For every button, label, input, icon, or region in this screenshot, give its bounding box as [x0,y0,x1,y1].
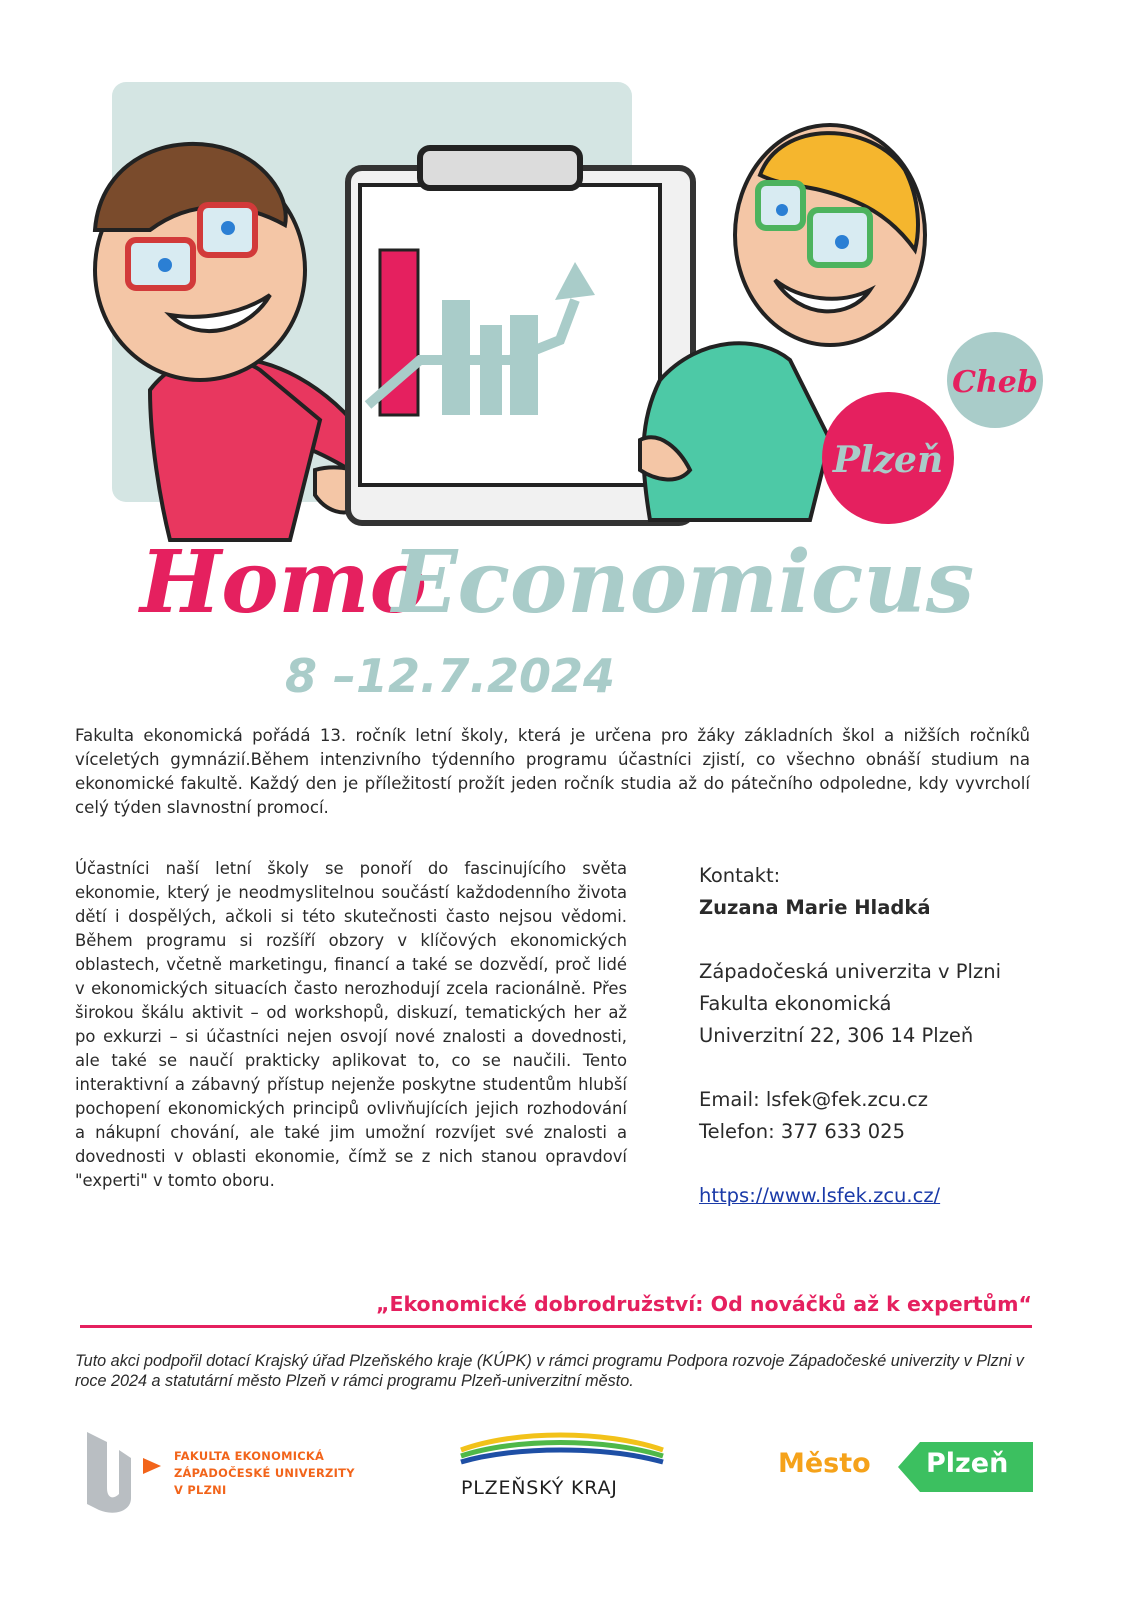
contact-faculty: Fakulta ekonomická [699,992,892,1015]
plzensky-kraj-text: PLZEŇSKÝ KRAJ [461,1477,618,1499]
motto-underline [80,1325,1032,1328]
contact-org: Západočeská univerzita v Plzni [699,960,1001,983]
fek-line2: ZÁPADOČESKÉ UNIVERZITY [174,1466,355,1480]
event-dates: 8 –12.7.2024 [285,649,616,703]
mesto-logo-text: Město [778,1448,871,1479]
fek-line3: V PLZNI [174,1483,227,1497]
support-note: Tuto akci podpořil dotací Krajský úřad Plzeňského kraje (KÚPK) v rámci programu Podpora rozvoje Západočeské univerzity v Plzni v roce 2024 a statutární město Plzeň v rámci programu Plzeň-univerzitní město. [75,1352,1024,1390]
event-title-economicus: Economicus [392,532,975,633]
description-paragraph: Účastníci naší letní školy se ponoří do fascinujícího světa ekonomie, který je neodmyslitelnou součástí každodenního života dětí i dospělých, ačkoli si této skutečnosti často nejsou vědomi. Během programu si rozšíří obzory v klíčových ekonomických oblastech, včetně marketingu, financí a také se dozvědí, proč lidé v ekonomických situacích často nerozhodují zcela racionálně. Přes širokou škálu aktivit – od workshopů, diskuzí, tematických her až po exkurzi – si účastníci nejen osvojí nové znalosti a dovednosti, ale také se naučí prakticky aplikovat to, co se naučili. Tento interaktivní a zábavný přístup nejenže poskytne studentům hlubší pochopení ekonomických principů ovlivňujících jejich rozhodování a nákupní chování, ale také jim umožní rozvíjet své znalosti a dovednosti v oblasti ekonomie, čímž se z nich stanou opravdoví "experti" v tomto oboru. [75,859,627,1190]
contact-block [699,860,1099,1212]
contact-name: Zuzana Marie Hladká [699,896,931,919]
contact-phone: Telefon: 377 633 025 [699,1120,905,1143]
fek-logo-text [174,1448,355,1499]
hero-illustration [0,0,1144,720]
badge-plzen-label: Plzeň [832,439,944,481]
contact-web-link[interactable]: https://www.lsfek.zcu.cz/ [699,1184,941,1207]
contact-email: Email: lsfek@fek.zcu.cz [699,1088,928,1111]
contact-address: Univerzitní 22, 306 14 Plzeň [699,1024,974,1047]
plzensky-kraj-swoosh-icon [455,1428,670,1468]
intro-paragraph: Fakulta ekonomická pořádá 13. ročník letní školy, která je určena pro žáky základních škol a nižších ročníků víceletých gymnázií.Během intenzivního týdenního programu účastníci zjistí, co všechno obnáší studium na ekonomické fakultě. Každý den je příležitostí prožít jeden ročník studia až do pátečního odpoledne, kdy vyvrcholí celý týden slavnostní promocí. [75,726,1030,817]
event-title-homo: Homo [140,532,427,633]
fek-line1: FAKULTA EKONOMICKÁ [174,1449,325,1463]
plzen-logo-text: Plzeň [926,1448,1009,1479]
motto: „Ekonomické dobrodružství: Od nováčků až k expertům“ [376,1292,1032,1316]
contact-label: Kontakt: [699,864,781,887]
badge-cheb-label: Cheb [952,365,1038,400]
